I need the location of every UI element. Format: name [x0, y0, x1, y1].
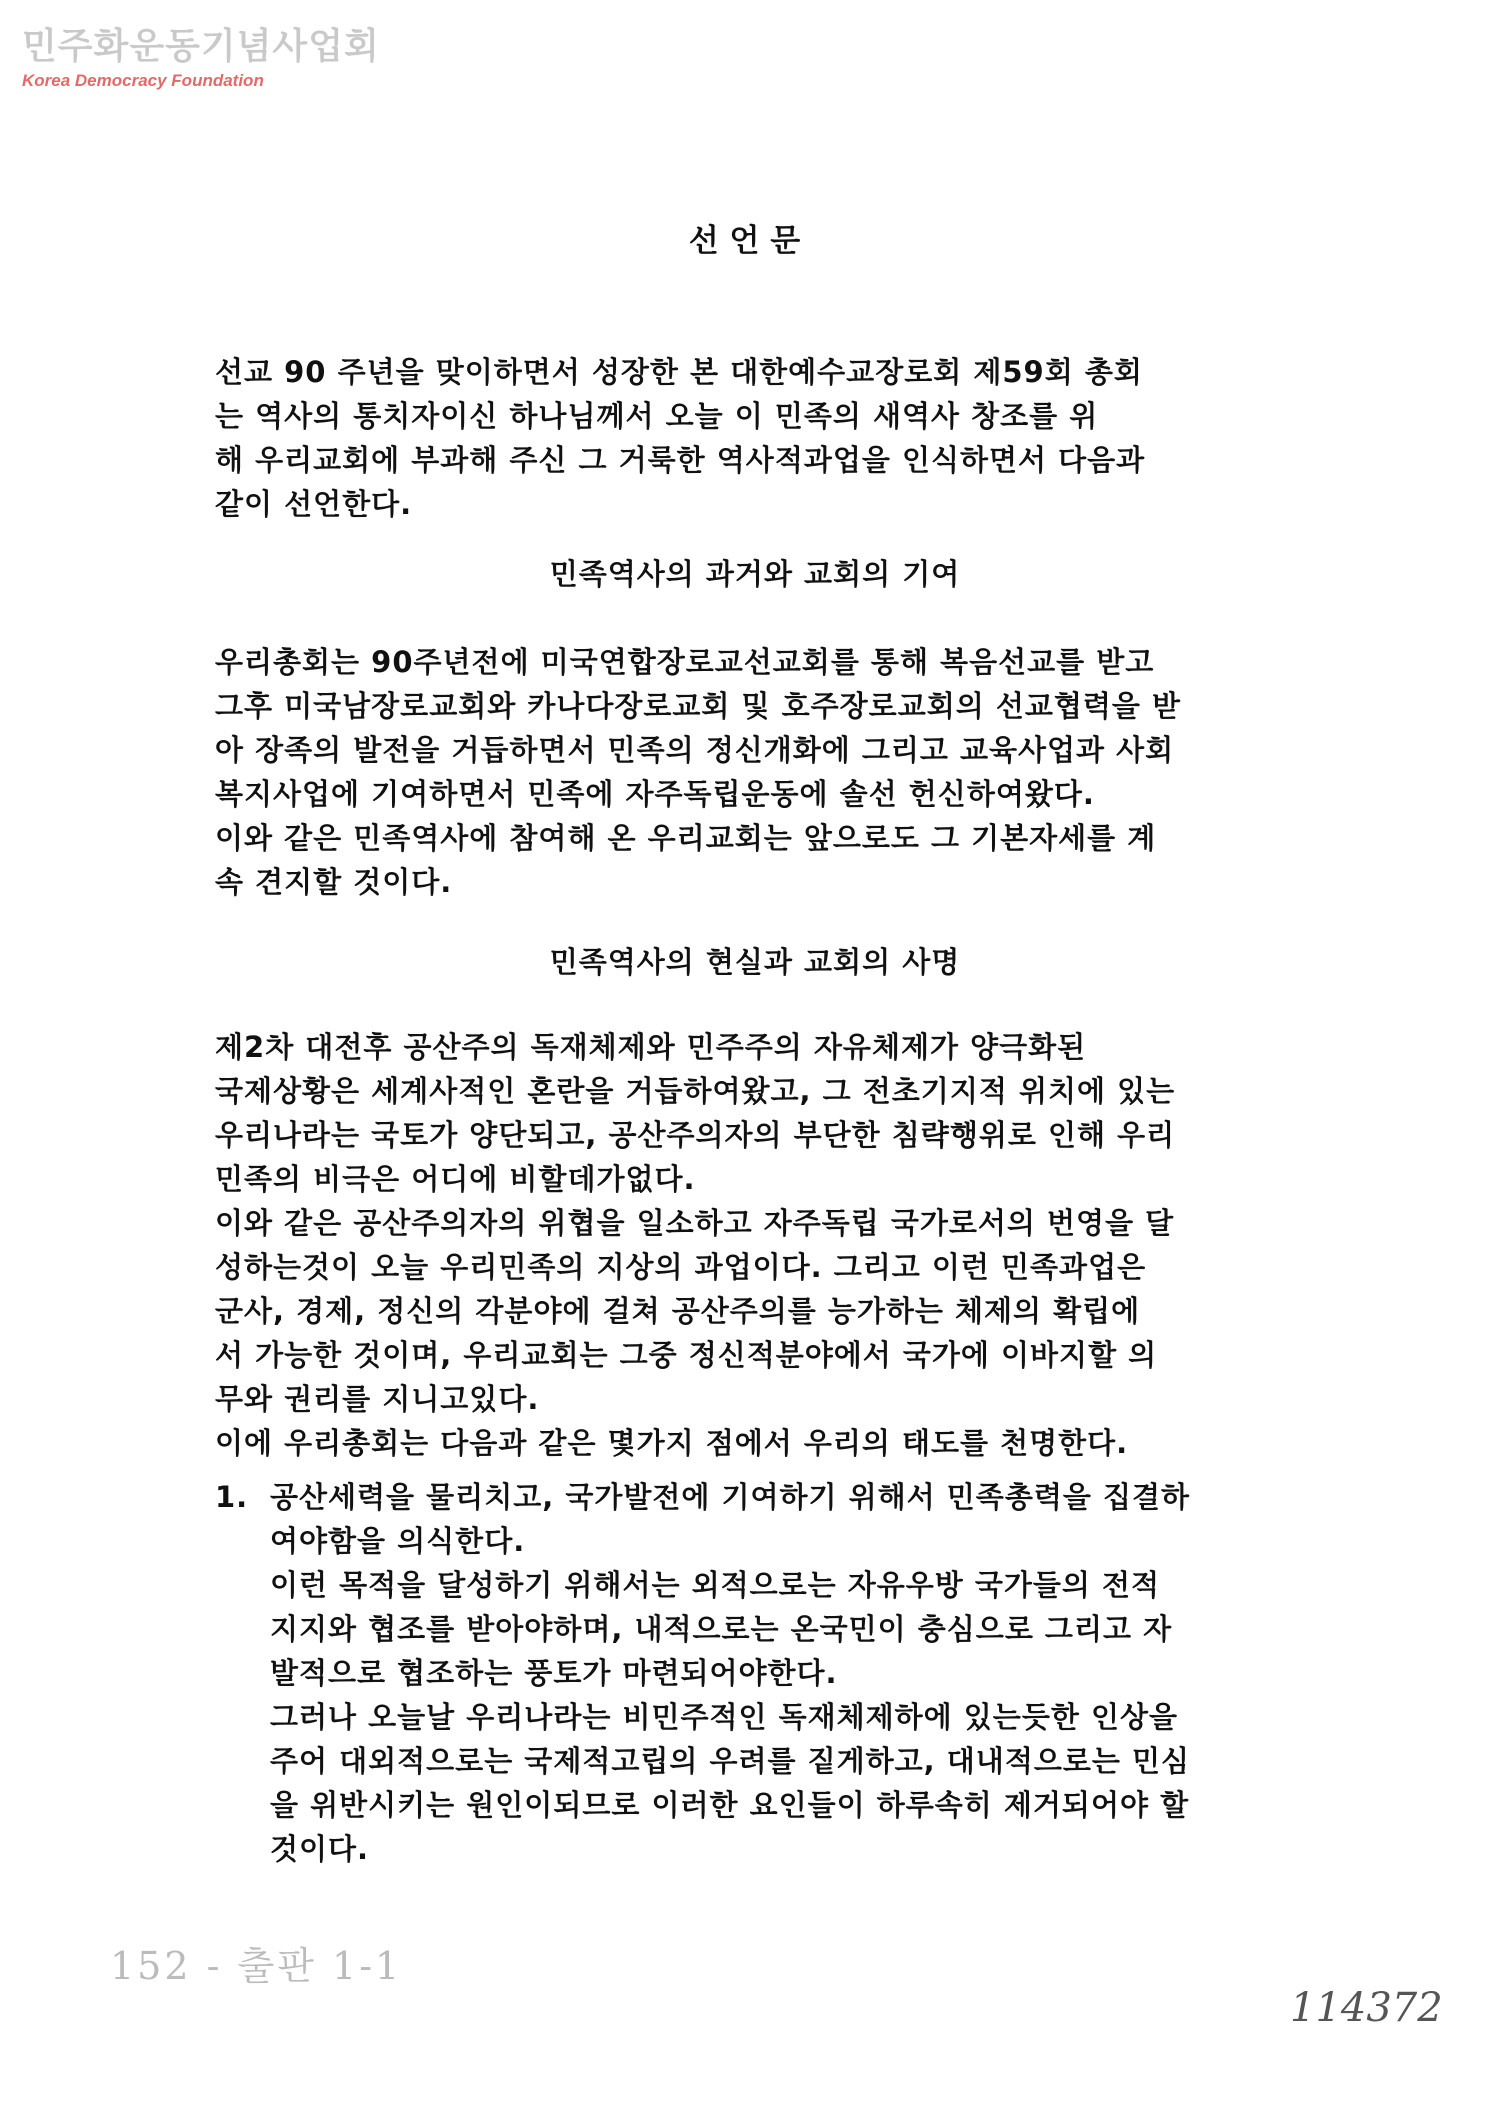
text-line: 지지와 협조를 받아야하며, 내적으로는 온국민이 충심으로 그리고 자 — [270, 1612, 1173, 1646]
text-line: 군사, 경제, 정신의 각분야에 걸쳐 공산주의를 능가하는 체제의 확립에 — [215, 1294, 1141, 1328]
text-line: 것이다. — [270, 1832, 370, 1866]
section2-paragraph — [215, 1025, 1295, 1465]
text-line: 을 위반시키는 원인이되므로 이러한 요인들이 하루속히 제거되어야 할 — [270, 1788, 1190, 1822]
text-line: 우리나라는 국토가 양단되고, 공산주의자의 부단한 침략행위로 인해 우리 — [215, 1118, 1176, 1152]
text-line: 선교 90 주년을 맞이하면서 성장한 본 대한예수교장로회 제59회 총회 — [215, 355, 1143, 389]
text-line: 민족의 비극은 어디에 비할데가없다. — [215, 1162, 696, 1196]
text-line: 서 가능한 것이며, 우리교회는 그중 정신적분야에서 국가에 이바지할 의 — [215, 1338, 1158, 1372]
text-line: 여야함을 의식한다. — [270, 1524, 526, 1558]
text-line: 발적으로 협조하는 풍토가 마련되어야한다. — [270, 1656, 838, 1690]
text-line: 그러나 오늘날 우리나라는 비민주적인 독재체제하에 있는듯한 인상을 — [270, 1700, 1178, 1734]
section1-heading: 민족역사의 과거와 교회의 기여 — [549, 557, 961, 591]
text-line: 는 역사의 통치자이신 하나님께서 오늘 이 민족의 새역사 창조를 위 — [215, 399, 1099, 433]
text-line: 이런 목적을 달성하기 위해서는 외적으로는 자유우방 국가들의 전적 — [270, 1568, 1161, 1602]
item-1 — [215, 1475, 1295, 1871]
text-line: 그후 미국남장로교회와 카나다장로교회 및 호주장로교회의 선교협력을 받 — [215, 689, 1182, 723]
watermark-korean: 민주화운동기념사업회 — [22, 26, 380, 67]
text-line: 이와 같은 민족역사에 참여해 온 우리교회는 앞으로도 그 기본자세를 계 — [215, 821, 1157, 855]
text-line: 주어 대외적으로는 국제적고립의 우려를 짙게하고, 대내적으로는 민심 — [270, 1744, 1191, 1778]
watermark-english: Korea Democracy Foundation — [22, 71, 264, 90]
text-line: 복지사업에 기여하면서 민족에 자주독립운동에 솔선 헌신하여왔다. — [215, 777, 1095, 811]
text-line: 우리총회는 90주년전에 미국연합장로교선교회를 통해 복음선교를 받고 — [215, 645, 1155, 679]
text-line: 무와 권리를 지니고있다. — [215, 1382, 540, 1416]
text-line: 제2차 대전후 공산주의 독재체제와 민주주의 자유체제가 양극화된 — [215, 1030, 1087, 1064]
text-line: 국제상황은 세계사적인 혼란을 거듭하여왔고, 그 전초기지적 위치에 있는 — [215, 1074, 1176, 1108]
document-number: 114372 — [1290, 1985, 1443, 2031]
section2-heading: 민족역사의 현실과 교회의 사명 — [549, 945, 961, 979]
text-line: 같이 선언한다. — [215, 487, 413, 521]
watermark — [22, 18, 380, 91]
document-title: 선 언 문 — [688, 223, 801, 259]
text-line: 이에 우리총회는 다음과 같은 몇가지 점에서 우리의 태도를 천명한다. — [215, 1426, 1129, 1460]
text-line: 해 우리교회에 부과해 주신 그 거룩한 역사적과업을 인식하면서 다음과 — [215, 443, 1146, 477]
section1-paragraph — [215, 640, 1295, 904]
text-line: 성하는것이 오늘 우리민족의 지상의 과업이다. 그리고 이런 민족과업은 — [215, 1250, 1147, 1284]
text-line: 공산세력을 물리치고, 국가발전에 기여하기 위해서 민족총력을 집결하 — [270, 1480, 1191, 1514]
item-number: 1. — [215, 1480, 249, 1514]
text-line: 속 견지할 것이다. — [215, 865, 453, 899]
intro-paragraph — [215, 350, 1295, 526]
text-line: 이와 같은 공산주의자의 위협을 일소하고 자주독립 국가로서의 번영을 달 — [215, 1206, 1175, 1240]
text-line: 아 장족의 발전을 거듭하면서 민족의 정신개화에 그리고 교육사업과 사회 — [215, 733, 1175, 767]
handwritten-note: 152 - 출판 1-1 — [110, 1944, 403, 1988]
